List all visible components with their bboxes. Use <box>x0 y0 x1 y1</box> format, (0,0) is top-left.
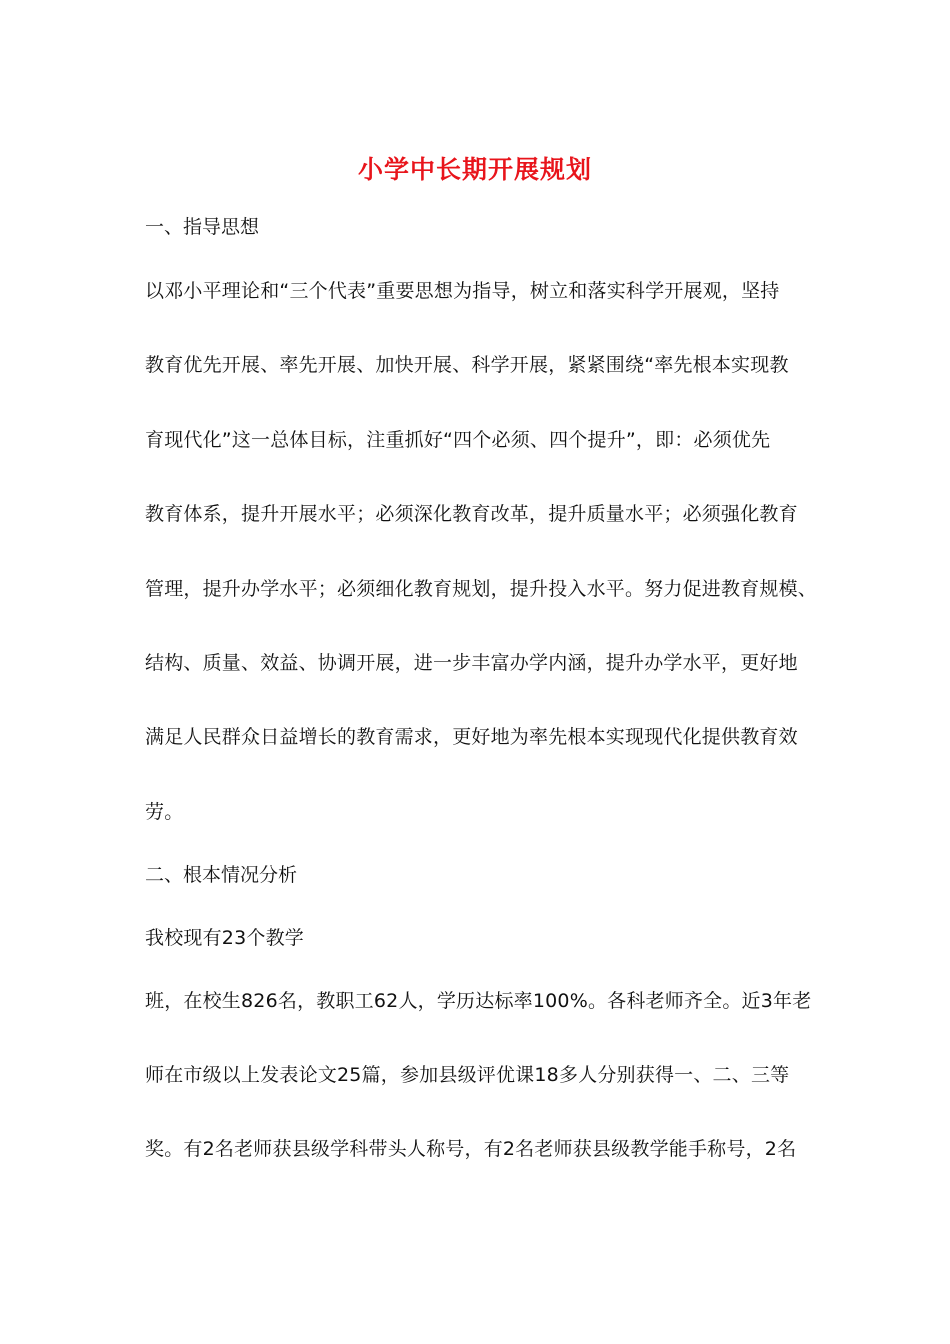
paragraph-line: 劳。 <box>145 801 184 823</box>
paragraph-line: 师在市级以上发表论文25篇，参加县级评优课18多人分别获得一、二、三等 <box>145 1064 790 1086</box>
paragraph-line: 教育优先开展、率先开展、加快开展、科学开展，紧紧围绕“率先根本实现教 <box>145 354 789 376</box>
section-heading-basic-situation: 二、根本情况分析 <box>145 864 298 886</box>
paragraph-line: 满足人民群众日益增长的教育需求，更好地为率先根本实现现代化提供教育效 <box>145 726 798 748</box>
paragraph-line: 奖。有2名老师获县级学科带头人称号，有2名老师获县级教学能手称号，2名 <box>145 1138 797 1160</box>
section-heading-guiding-ideology: 一、指导思想 <box>145 216 260 238</box>
document-title: 小学中长期开展规划 <box>357 155 592 184</box>
paragraph-line: 教育体系，提升开展水平；必须深化教育改革，提升质量水平；必须强化教育 <box>145 503 798 525</box>
paragraph-line: 管理，提升办学水平；必须细化教育规划，提升投入水平。努力促进教育规模、 <box>145 578 818 600</box>
paragraph-line: 以邓小平理论和“三个代表”重要思想为指导，树立和落实科学开展观，坚持 <box>145 280 780 302</box>
paragraph-line: 结构、质量、效益、协调开展，进一步丰富办学内涵，提升办学水平，更好地 <box>145 652 798 674</box>
paragraph-line: 我校现有23个教学 <box>145 927 304 949</box>
paragraph-line: 育现代化”这一总体目标，注重抓好“四个必须、四个提升”，即：必须优先 <box>145 429 771 451</box>
paragraph-line: 班，在校生826名，教职工62人，学历达标率100%。各科老师齐全。近3年老 <box>145 990 812 1012</box>
